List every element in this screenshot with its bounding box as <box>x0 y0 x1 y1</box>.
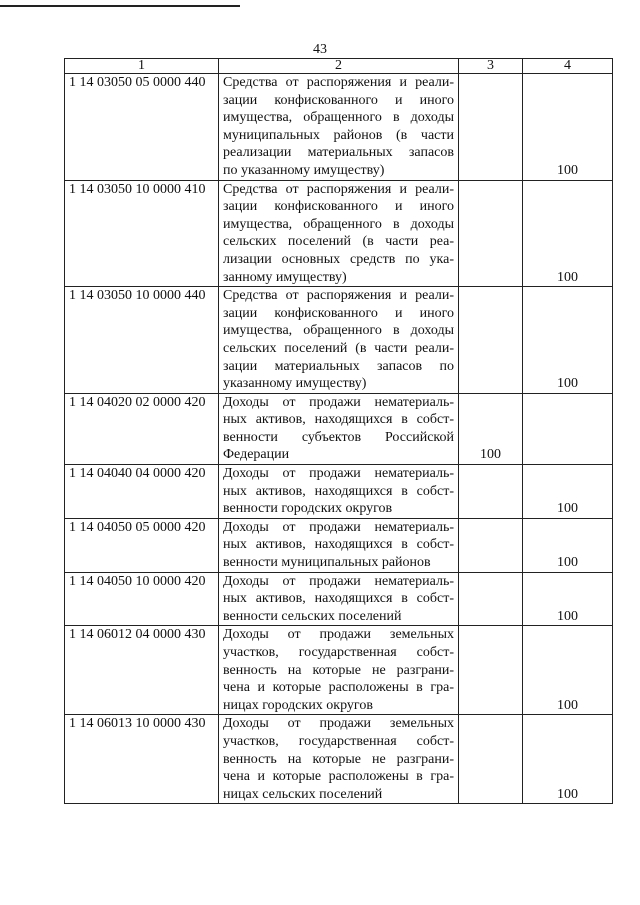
table-row <box>65 180 613 287</box>
budget-code-cell: 1 14 04040 04 0000 420 <box>65 465 219 519</box>
description-cell <box>219 572 459 626</box>
description-line: реализации материальных запасов <box>223 145 454 161</box>
description-line: ных активов, находящихся в собст- <box>223 412 454 428</box>
description-cell <box>219 287 459 394</box>
description-cell <box>219 626 459 715</box>
description-line: венность на которые не разграни- <box>223 662 454 678</box>
column-4-value: 100 <box>523 715 613 804</box>
description-line: Доходы от продажи земельных <box>223 627 454 643</box>
description-cell <box>219 465 459 519</box>
description-line: Доходы от продажи нематериаль- <box>223 466 454 482</box>
description-line: ных активов, находящихся в собст- <box>223 483 454 499</box>
description-line: по указанному имуществу) <box>223 162 385 178</box>
column-4-value: 100 <box>523 626 613 715</box>
column-3-value <box>459 180 523 287</box>
description-line: указанному имуществу) <box>223 376 367 392</box>
table-row <box>65 572 613 626</box>
table-row <box>65 715 613 804</box>
column-4-value <box>523 393 613 464</box>
description-line: зации конфискованного и иного <box>223 92 454 108</box>
description-line: имущества, обращенного в доходы <box>223 110 454 126</box>
column-3-value <box>459 626 523 715</box>
budget-code-cell: 1 14 04020 02 0000 420 <box>65 393 219 464</box>
column-header: 3 <box>459 59 523 74</box>
description-line: занному имуществу) <box>223 269 347 285</box>
description-line: зации конфискованного и иного <box>223 199 454 215</box>
budget-code-cell: 1 14 06012 04 0000 430 <box>65 626 219 715</box>
page-number: 43 <box>313 42 327 57</box>
budget-code-cell: 1 14 03050 10 0000 440 <box>65 287 219 394</box>
description-line: лизации основных средств по ука- <box>223 251 454 267</box>
table-row <box>65 393 613 464</box>
top-rule <box>0 5 240 7</box>
column-header: 1 <box>65 59 219 74</box>
description-line: Доходы от продажи нематериаль- <box>223 519 454 535</box>
budget-code-cell: 1 14 06013 10 0000 430 <box>65 715 219 804</box>
table-body <box>65 74 613 804</box>
description-cell <box>219 715 459 804</box>
description-line: зации материальных запасов по <box>223 358 454 374</box>
table-row <box>65 518 613 572</box>
description-line: Доходы от продажи нематериаль- <box>223 394 454 410</box>
description-line: Доходы от продажи нематериаль- <box>223 573 454 589</box>
column-3-value <box>459 572 523 626</box>
description-line: имущества, обращенного в доходы <box>223 216 454 232</box>
column-header: 4 <box>523 59 613 74</box>
description-line: сельских поселений (в части реали- <box>223 340 454 356</box>
description-line: Средства от распоряжения и реали- <box>223 181 454 197</box>
description-line: сельских поселений (в части реа- <box>223 234 454 250</box>
description-line: участков, государственная собст- <box>223 733 454 749</box>
column-header: 2 <box>219 59 459 74</box>
column-4-value: 100 <box>523 74 613 181</box>
table-row <box>65 465 613 519</box>
budget-code-cell: 1 14 04050 10 0000 420 <box>65 572 219 626</box>
description-line: муниципальных районов (в части <box>223 127 454 143</box>
description-cell <box>219 74 459 181</box>
budget-codes-table <box>64 58 613 804</box>
budget-code-cell: 1 14 03050 10 0000 410 <box>65 180 219 287</box>
column-4-value: 100 <box>523 518 613 572</box>
description-line: чена и которые расположены в гра- <box>223 680 454 696</box>
description-line: венности городских округов <box>223 501 393 517</box>
budget-code-cell: 1 14 03050 05 0000 440 <box>65 74 219 181</box>
description-line: Доходы от продажи земельных <box>223 716 454 732</box>
description-line: ницах городских округов <box>223 697 373 713</box>
table-row <box>65 287 613 394</box>
column-3-value <box>459 287 523 394</box>
table-row <box>65 626 613 715</box>
description-cell <box>219 518 459 572</box>
column-4-value: 100 <box>523 287 613 394</box>
description-line: Федерации <box>223 447 290 463</box>
description-line: ных активов, находящихся в собст- <box>223 591 454 607</box>
column-3-value: 100 <box>459 393 523 464</box>
description-line: чена и которые расположены в гра- <box>223 769 454 785</box>
description-line: венности сельских поселений <box>223 608 402 624</box>
column-4-value: 100 <box>523 465 613 519</box>
description-line: венность на которые не разграни- <box>223 751 454 767</box>
column-3-value <box>459 715 523 804</box>
table-header-row <box>65 59 613 74</box>
column-3-value <box>459 74 523 181</box>
description-line: Средства от распоряжения и реали- <box>223 75 454 90</box>
table-row <box>65 74 613 181</box>
description-line: ных активов, находящихся в собст- <box>223 537 454 553</box>
description-line: Средства от распоряжения и реали- <box>223 288 454 304</box>
column-3-value <box>459 465 523 519</box>
column-4-value: 100 <box>523 180 613 287</box>
description-cell <box>219 393 459 464</box>
description-line: имущества, обращенного в доходы <box>223 323 454 339</box>
description-line: венности муниципальных районов <box>223 555 431 571</box>
budget-code-cell: 1 14 04050 05 0000 420 <box>65 518 219 572</box>
description-line: зации конфискованного и иного <box>223 305 454 321</box>
description-line: участков, государственная собст- <box>223 645 454 660</box>
column-4-value: 100 <box>523 572 613 626</box>
description-line: ницах сельских поселений <box>223 786 383 802</box>
column-3-value <box>459 518 523 572</box>
description-cell <box>219 180 459 287</box>
description-line: венности субъектов Российской <box>223 429 454 445</box>
